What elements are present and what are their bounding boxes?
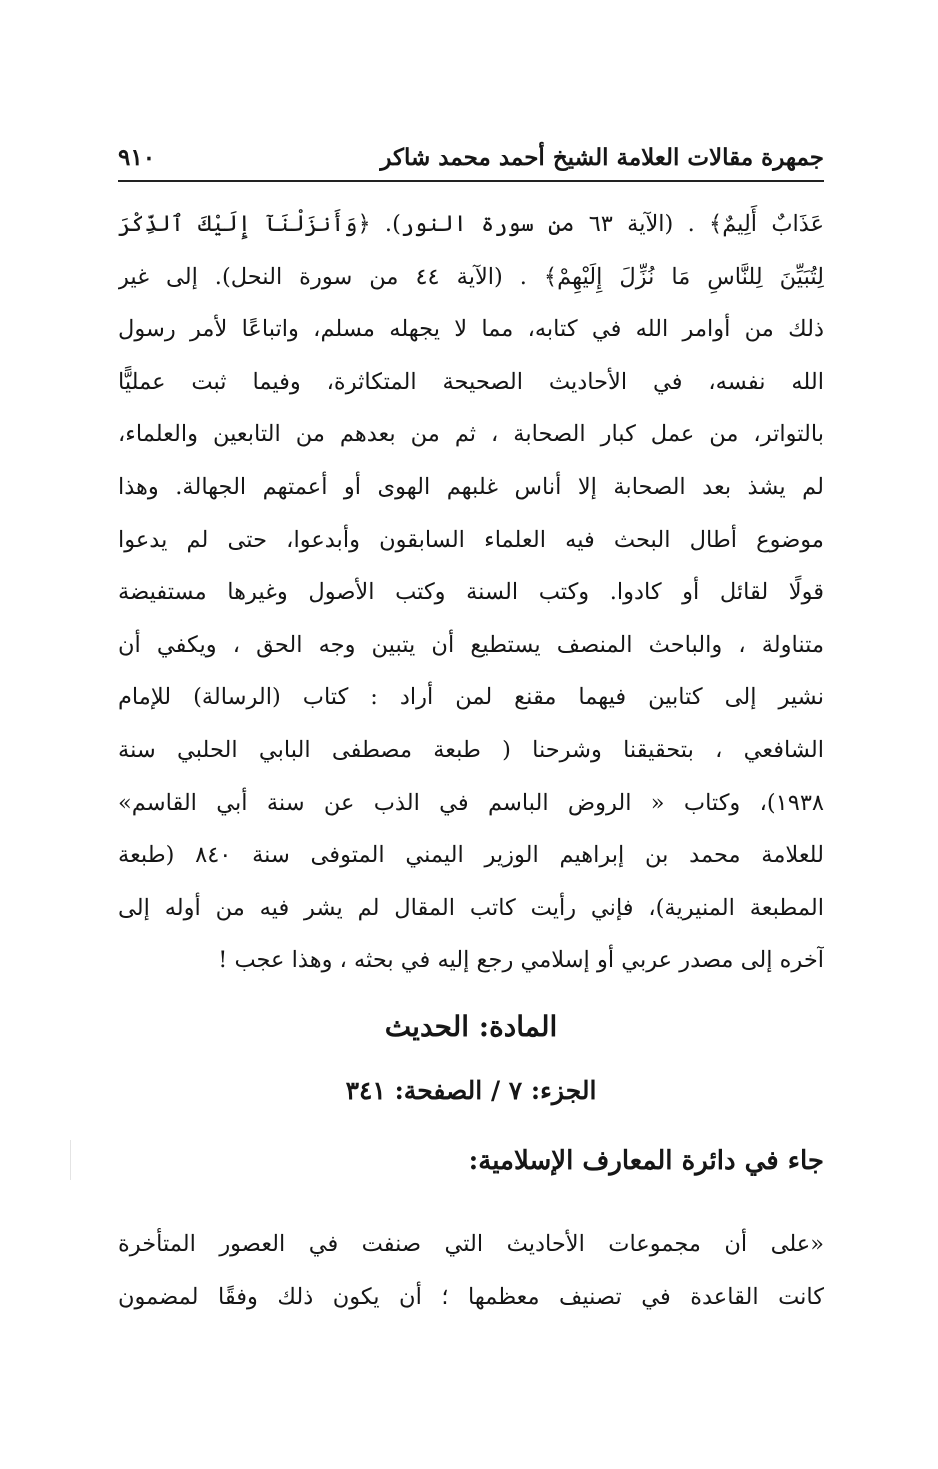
text-line: قولًا لقائل أو كادوا. وكتب السنة وكتب الأصول وغيرها مستفيضة bbox=[118, 579, 824, 606]
text-line: ذلك من أوامر الله في كتابه، مما لا يجهله مسلم، واتباعًا لأمر رسول bbox=[118, 316, 824, 343]
text-line: الشافعي ، بتحقيقنا وشرحنا ( طبعة مصطفى البابي الحلبي سنة bbox=[118, 736, 824, 763]
part-page-heading: الجزء: ٧ / الصفحة: ٣٤١ bbox=[345, 1076, 597, 1105]
text-line: موضوع أطال البحث فيه العلماء السابقون وأبدعوا، حتى لم يدعوا bbox=[118, 526, 824, 553]
text-line: آخره إلى مصدر عربي أو إسلامي رجع إليه في بحثه ، وهذا عجب ! bbox=[218, 947, 824, 974]
text-line: بالتواتر، من عمل كبار الصحابة ، ثم من بعدهم من التابعين والعلماء، bbox=[118, 421, 824, 448]
text-line: لِتُبَيِّنَ لِلنَّاسِ مَا نُزِّلَ إِلَيْهِمْ﴾ . (الآية ٤٤ من سورة النحل). إلى غير bbox=[118, 263, 824, 290]
text-line: ١٩٣٨)، وكتاب « الروض الباسم في الذب عن سنة أبي القاسم» bbox=[118, 789, 824, 816]
quote-text bbox=[118, 1218, 824, 1323]
material-heading: المادة: الحديث bbox=[384, 1010, 558, 1043]
running-header bbox=[118, 138, 824, 182]
text-line: الله نفسه، في الأحاديث الصحيحة المتكاثرة، وفيما ثبت عمليًّا bbox=[118, 368, 824, 395]
body-text bbox=[118, 198, 824, 987]
text-line: نشير إلى كتابين فيهما مقنع لمن أراد : كتاب (الرسالة) للإمام bbox=[118, 684, 824, 711]
text-line: «على أن مجموعات الأحاديث التي صنفت في العصور المتأخرة bbox=[118, 1231, 824, 1257]
margin-mark bbox=[70, 1140, 71, 1180]
text-line: عَذَابٌ أَلِيمٌ﴾ . (الآية ٦٣ من سورة النور). ﴿وَأَنزَلْنَآ إِلَيْكَ ٱلذِّكْرَ bbox=[118, 211, 824, 237]
subheading: جاء في دائرة المعارف الإسلامية: bbox=[468, 1146, 824, 1176]
text-line: المطبعة المنيرية)، فإني رأيت كاتب المقال لم يشر فيه من أوله إلى bbox=[118, 894, 824, 921]
text-line: كانت القاعدة في تصنيف معظمها ؛ أن يكون ذلك وفقًا لمضمون bbox=[118, 1283, 824, 1310]
book-title: جمهرة مقالات العلامة الشيخ أحمد محمد شاكر bbox=[380, 144, 824, 171]
page-number: ٩١٠ bbox=[118, 144, 156, 171]
text-line: متناولة ، والباحث المنصف يستطيع أن يتبين وجه الحق ، ويكفي أن bbox=[118, 631, 824, 658]
text-line: لم يشذ بعد الصحابة إلا أناس غلبهم الهوى أو أعمتهم الجهالة. وهذا bbox=[118, 473, 824, 500]
text-line: للعلامة محمد بن إبراهيم الوزير اليمني المتوفى سنة ٨٤٠ (طبعة bbox=[118, 842, 824, 869]
